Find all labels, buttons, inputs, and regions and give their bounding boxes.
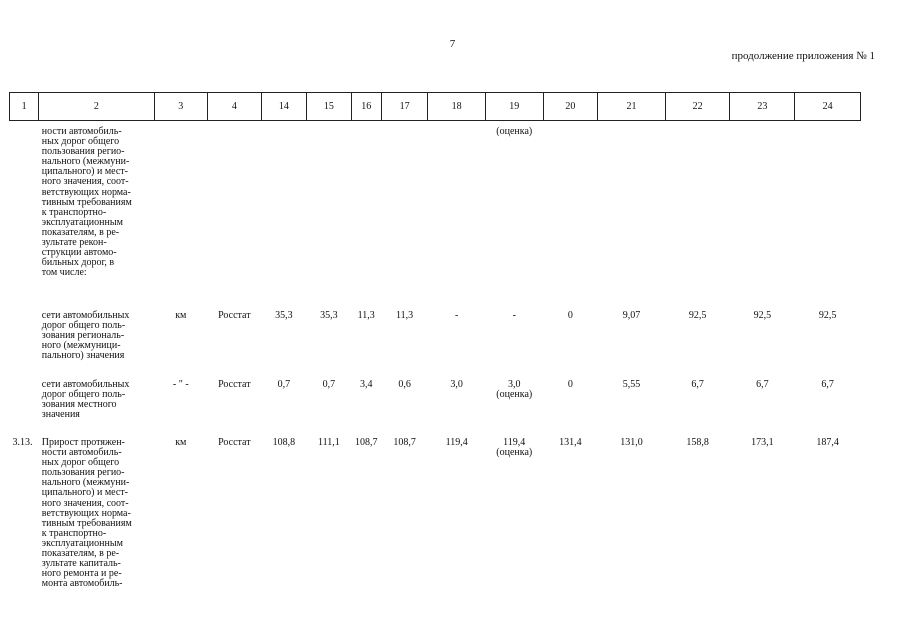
description-line: ности автомобиль- — [41, 447, 122, 459]
value-cell — [261, 121, 306, 312]
description-line: струкции автомо- — [41, 247, 117, 259]
column-header: 20 — [543, 93, 598, 121]
value-cell: 5,55 — [622, 379, 641, 390]
value-cell: 9,07 — [622, 310, 641, 321]
value-cell: 92,5 — [753, 310, 772, 321]
table-row — [10, 311, 861, 380]
source-cell: Росстат — [218, 310, 251, 321]
description-line: показателям, в ре- — [41, 548, 120, 560]
value-cell — [485, 121, 543, 312]
description-line: зования местного — [41, 399, 117, 411]
description-line: значения — [41, 409, 80, 421]
value-cell: 158,8 — [686, 437, 709, 448]
value-cell — [307, 121, 351, 312]
value-cell: 92,5 — [818, 310, 837, 321]
description-line: Прирост протяжен- — [41, 437, 125, 448]
value-cell — [665, 121, 730, 312]
value-cell: 131,0 — [620, 437, 643, 448]
description-line: монта автомобиль- — [41, 578, 123, 590]
description-line: нального (межмуни- — [41, 156, 130, 168]
description-line: ного ремонта и ре- — [41, 568, 122, 580]
appendix-continuation-label: продолжение приложения № 1 — [731, 50, 875, 62]
value-cell: 35,3 — [320, 310, 338, 321]
indicator-description — [39, 121, 154, 312]
description-line: к транспортно- — [41, 206, 107, 218]
description-line: ветствующих норма- — [41, 186, 131, 198]
value-cell: 111,1 — [317, 437, 340, 448]
value-cell: 92,5 — [688, 310, 707, 321]
column-header: 1 — [10, 93, 39, 121]
estimate-note: (оценка) — [496, 126, 533, 137]
description-line: эксплуатационным — [41, 537, 123, 549]
value-cell — [543, 121, 598, 312]
description-line: зультате капиталь- — [41, 558, 121, 570]
description-line: зования региональ- — [41, 330, 125, 342]
page-number: 7 — [449, 38, 456, 50]
value: 3,0 — [508, 379, 521, 390]
column-header: 15 — [307, 93, 351, 121]
value-cell — [381, 121, 427, 312]
value-cell: 11,3 — [357, 310, 375, 321]
value-cell — [428, 121, 486, 312]
column-header: 23 — [730, 93, 795, 121]
value-cell: 119,4 — [445, 437, 468, 448]
source-cell — [208, 121, 262, 312]
description-line: тивным требованиям — [41, 196, 132, 208]
unit-cell: - " - — [172, 379, 189, 390]
value-cell — [485, 311, 543, 380]
value-cell — [485, 438, 543, 608]
description-line: ных дорог общего — [41, 136, 120, 148]
description-line: нального (межмуни- — [41, 477, 130, 489]
description-line: ного значения, соот- — [41, 176, 129, 188]
column-header: 22 — [665, 93, 730, 121]
unit-cell — [154, 121, 208, 312]
row-number — [10, 121, 39, 312]
value-cell: - — [454, 310, 459, 321]
column-header: 4 — [208, 93, 262, 121]
description-line: зультате рекон- — [41, 237, 107, 249]
description-line: ного значения, соот- — [41, 497, 129, 509]
description-line: показателям, в ре- — [41, 226, 120, 238]
value-cell — [730, 121, 795, 312]
description-line: ных дорог общего — [41, 457, 120, 469]
description-line: пользования регио- — [41, 467, 125, 479]
description-line: ветствующих норма- — [41, 507, 131, 519]
value-cell: 35,3 — [275, 310, 293, 321]
description-line: ного (межмуници- — [41, 340, 121, 352]
table-row — [10, 380, 861, 438]
column-header: 2 — [39, 93, 154, 121]
value-cell — [598, 121, 666, 312]
source-cell: Росстат — [218, 379, 251, 390]
description-line: пального) значения — [41, 350, 125, 362]
value-cell: 0,6 — [398, 379, 411, 390]
indicator-description — [39, 380, 154, 438]
value-cell: 131,4 — [559, 437, 582, 448]
value-cell: 3,0 — [450, 379, 463, 390]
value-cell: 108,8 — [272, 437, 296, 448]
indicator-description — [39, 311, 154, 380]
value-cell: 11,3 — [396, 310, 414, 321]
description-line: эксплуатационным — [41, 216, 123, 228]
unit-cell: км — [175, 310, 187, 321]
value-cell — [351, 121, 381, 312]
source-cell: Росстат — [218, 437, 251, 448]
table-row — [10, 438, 861, 608]
row-number: 3.13. — [12, 437, 33, 448]
column-header: 17 — [381, 93, 427, 121]
estimate-note: (оценка) — [496, 389, 533, 401]
value-cell: 108,7 — [354, 437, 378, 448]
value: - — [512, 310, 516, 321]
value-cell: 6,7 — [756, 379, 769, 390]
column-header: 14 — [261, 93, 306, 121]
value-cell: 187,4 — [816, 437, 839, 448]
description-line: сети автомобильных — [41, 310, 130, 321]
description-line: дорог общего поль- — [41, 320, 126, 332]
column-header: 21 — [598, 93, 666, 121]
description-line: пользования регио- — [41, 146, 125, 158]
description-line: том числе: — [41, 267, 87, 279]
column-header: 3 — [154, 93, 208, 121]
description-line: к транспортно- — [41, 527, 107, 539]
column-header: 16 — [351, 93, 381, 121]
indicator-description — [39, 438, 154, 608]
value-cell: 0 — [567, 379, 573, 390]
value-cell: 6,7 — [691, 379, 704, 390]
value-cell: 108,7 — [393, 437, 416, 448]
value-cell: 6,7 — [821, 379, 834, 390]
value-cell: 0,7 — [277, 379, 291, 390]
column-header: 19 — [485, 93, 543, 121]
description-line: бильных дорог, в — [41, 257, 115, 269]
value-cell — [485, 380, 543, 438]
description-line: сети автомобильных — [41, 379, 130, 390]
column-number-row — [10, 93, 861, 121]
value-cell: 173,1 — [751, 437, 774, 448]
column-header: 24 — [795, 93, 861, 121]
column-header: 18 — [428, 93, 486, 121]
value: 119,4 — [503, 437, 526, 448]
indicators-table — [9, 92, 861, 608]
unit-cell: км — [175, 437, 187, 448]
row-number — [10, 311, 39, 380]
value-cell: 0,7 — [322, 379, 336, 390]
value-cell: 0 — [567, 310, 573, 321]
row-number — [10, 380, 39, 438]
estimate-note: (оценка) — [496, 447, 533, 459]
value-cell — [795, 121, 861, 312]
description-line: ности автомобиль- — [41, 126, 122, 137]
table-row — [10, 121, 861, 312]
description-line: дорог общего поль- — [41, 389, 126, 401]
description-line: тивным требованиям — [41, 517, 132, 529]
description-line: ципального) и мест- — [41, 487, 128, 499]
description-line: ципального) и мест- — [41, 166, 128, 178]
value-cell: 3,4 — [359, 379, 373, 390]
